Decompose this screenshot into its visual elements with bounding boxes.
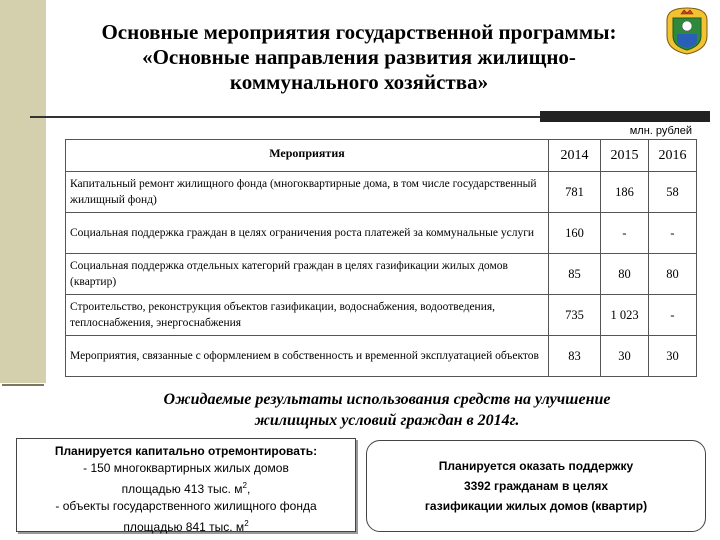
row-value-2016: 58 <box>649 172 697 213</box>
subtitle-line-2: жилищных условий граждан в 2014г. <box>254 412 520 429</box>
title-underline-accent <box>540 111 710 122</box>
title-line-1: Основные мероприятия государственной программы: <box>101 20 617 44</box>
row-value-2014: 781 <box>549 172 601 213</box>
row-value-2016: - <box>649 295 697 336</box>
table-row <box>66 295 697 336</box>
row-value-2016: 30 <box>649 336 697 377</box>
repair-plan-line-2 <box>25 477 347 498</box>
row-value-2016: - <box>649 213 697 254</box>
support-plan-line-1: Планируется оказать поддержку <box>438 459 634 473</box>
title-line-2: «Основные направления развития жилищно- <box>142 45 576 69</box>
repair-plan-area-2: площадью 841 тыс. м <box>123 520 245 534</box>
decorative-side-bar <box>0 0 46 383</box>
support-plan-line-3: газификации жилых домов (квартир) <box>424 499 648 513</box>
repair-plan-comma: , <box>246 482 251 496</box>
repair-plan-heading: Планируется капитально отремонтировать: <box>54 444 318 458</box>
row-value-2015: 1 023 <box>601 295 649 336</box>
repair-plan-line-1: - 150 многоквартирных жилых домов <box>83 461 289 475</box>
row-value-2014: 160 <box>549 213 601 254</box>
unit-label: млн. рублей <box>629 125 692 137</box>
header-year-2015: 2015 <box>601 140 649 172</box>
title-line-3: коммунального хозяйства» <box>229 70 489 94</box>
repair-plan-line-3: - объекты государственного жилищного фонда <box>55 499 317 513</box>
row-activity-name: Капитальный ремонт жилищного фонда (многоквартирные дома, в том числе государственный жилищный фонд) <box>66 172 549 213</box>
repair-plan-box <box>16 438 356 532</box>
header-activity: Мероприятия <box>66 140 549 172</box>
support-plan-box <box>366 440 706 532</box>
coat-of-arms-icon <box>663 6 711 56</box>
table-row <box>66 213 697 254</box>
row-activity-name: Социальная поддержка граждан в целях ограничения роста платежей за коммунальные услуги <box>66 213 549 254</box>
subtitle-line-1: Ожидаемые результаты использования средств на улучшение <box>163 391 611 408</box>
expected-results-heading <box>92 389 682 431</box>
row-activity-name: Строительство, реконструкция объектов газификации, водоснабжения, водоотведения, теплоснабжения, энергоснабжения <box>66 295 549 336</box>
header-year-2016: 2016 <box>649 140 697 172</box>
header-year-2014: 2014 <box>549 140 601 172</box>
row-value-2016: 80 <box>649 254 697 295</box>
area-unit-superscript: 2 <box>242 481 247 490</box>
side-bar-underline <box>2 384 44 386</box>
row-value-2015: 30 <box>601 336 649 377</box>
table-row <box>66 254 697 295</box>
repair-plan-area-1: площадью 413 тыс. м <box>121 482 243 496</box>
area-unit-superscript: 2 <box>244 519 249 528</box>
slide-title <box>54 20 664 95</box>
row-activity-name: Мероприятия, связанные с оформлением в собственность и временной эксплуатацией объектов <box>66 336 549 377</box>
table-row <box>66 336 697 377</box>
row-value-2015: 186 <box>601 172 649 213</box>
row-value-2014: 83 <box>549 336 601 377</box>
row-activity-name: Социальная поддержка отдельных категорий граждан в целях газификации жилых домов (квартир) <box>66 254 549 295</box>
row-value-2015: 80 <box>601 254 649 295</box>
row-value-2014: 735 <box>549 295 601 336</box>
support-plan-line-2: 3392 гражданам в целях <box>463 479 609 493</box>
repair-plan-line-4 <box>25 515 347 536</box>
table-header-row <box>66 140 697 172</box>
table-row <box>66 172 697 213</box>
program-activities-table <box>65 139 697 377</box>
row-value-2015: - <box>601 213 649 254</box>
row-value-2014: 85 <box>549 254 601 295</box>
title-underline <box>30 116 540 118</box>
